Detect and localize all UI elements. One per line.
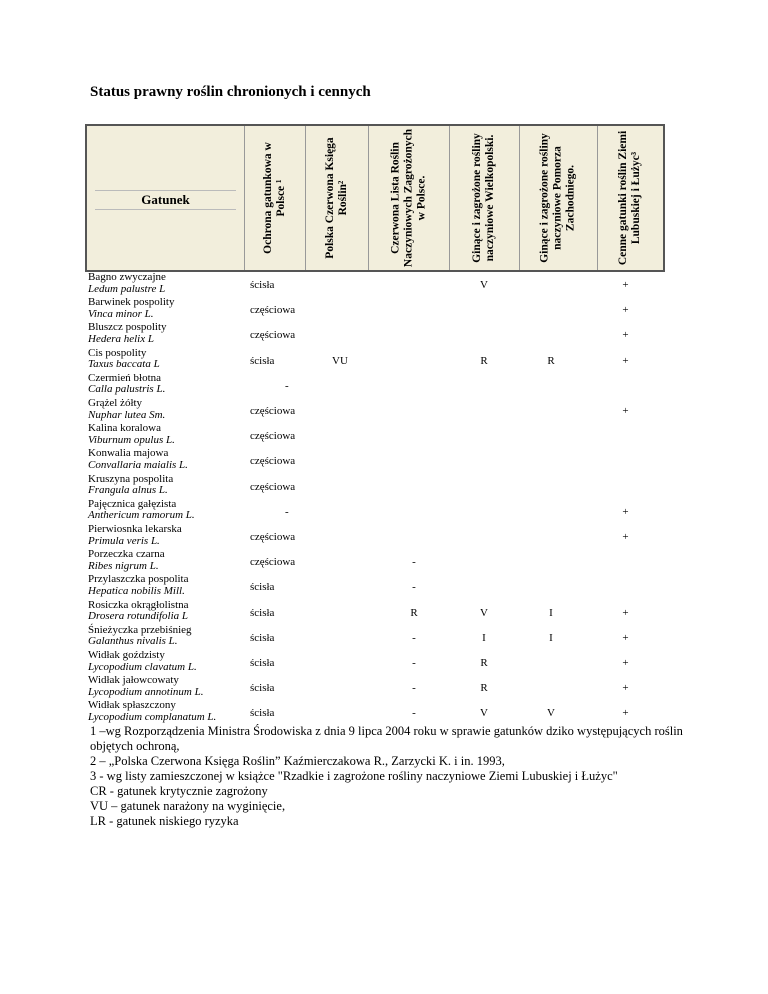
latin-name: Ledum palustre L bbox=[88, 282, 166, 295]
status-cell: + bbox=[622, 279, 629, 291]
table-row bbox=[88, 625, 668, 650]
footnotes bbox=[90, 724, 710, 829]
latin-name: Drosera rotundifolia L bbox=[88, 610, 189, 623]
status-cell: ścisła bbox=[250, 581, 275, 594]
table-row bbox=[88, 600, 668, 625]
status-cell: - bbox=[412, 657, 416, 669]
header-col-ochrona: Ochrona gatunkowa w Polsce ¹ bbox=[244, 126, 306, 270]
table-row bbox=[88, 549, 668, 574]
status-cell: - bbox=[412, 682, 416, 695]
header-gatunek bbox=[87, 126, 245, 270]
status-cell: + bbox=[622, 606, 629, 619]
status-cell: I bbox=[482, 631, 486, 644]
status-cell: - bbox=[412, 581, 416, 594]
status-cell: + bbox=[622, 631, 629, 644]
latin-name: Hedera helix L bbox=[88, 332, 154, 345]
status-cell: V bbox=[547, 707, 555, 720]
footnote: 2 – „Polska Czerwona Księga Roślin” Kaźmierczakowa R., Zarzycki K. i in. 1993, bbox=[90, 754, 505, 768]
status-cell: + bbox=[622, 505, 629, 518]
status-cell: częściowa bbox=[250, 304, 296, 317]
common-name: Cis pospolity bbox=[88, 346, 147, 359]
common-name: Widłak spłaszczony bbox=[88, 699, 176, 712]
table-row bbox=[88, 650, 668, 675]
species-name bbox=[88, 448, 188, 471]
species-name bbox=[88, 297, 174, 320]
table-row bbox=[88, 499, 668, 524]
status-cell: + bbox=[622, 657, 629, 669]
status-cell: ścisła bbox=[250, 631, 275, 644]
footnote: VU – gatunek narażony na wyginięcie, bbox=[90, 799, 286, 813]
status-cell: V bbox=[480, 606, 488, 619]
status-cell: ścisła bbox=[250, 354, 275, 367]
status-cell: I bbox=[549, 606, 553, 619]
status-cell: ścisła bbox=[250, 682, 275, 695]
header-col-pomorze: Ginące i zagrożone rośliny naczyniowe Pomorza Zachodniego. bbox=[519, 126, 598, 270]
common-name: Przylaszczka pospolita bbox=[88, 573, 189, 586]
latin-name: Nuphar lutea Sm. bbox=[88, 408, 166, 421]
status-cell: częściowa bbox=[250, 455, 296, 468]
status-cell: VU bbox=[332, 354, 348, 367]
table-row bbox=[88, 700, 668, 725]
species-name bbox=[88, 675, 203, 698]
latin-name: Frangula alnus L. bbox=[88, 484, 168, 497]
header-gatunek-label: Gatunek bbox=[95, 190, 236, 210]
footnote: LR - gatunek niskiego ryzyka bbox=[90, 814, 239, 828]
status-cell: ścisła bbox=[250, 279, 275, 291]
table-row bbox=[88, 272, 668, 297]
species-name bbox=[88, 423, 175, 446]
latin-name: Primula veris L. bbox=[88, 534, 160, 547]
table-row bbox=[88, 322, 668, 347]
page-title: Status prawny roślin chronionych i cennych bbox=[90, 84, 371, 100]
species-name bbox=[88, 574, 189, 597]
common-name: Rosiczka okrągłolistna bbox=[88, 598, 189, 611]
status-cell: R bbox=[410, 606, 418, 619]
table-row bbox=[88, 524, 668, 549]
status-cell: V bbox=[480, 707, 488, 720]
common-name: Widłak goździsty bbox=[88, 649, 165, 661]
common-name: Porzeczka czarna bbox=[88, 548, 165, 561]
table-row bbox=[88, 373, 668, 398]
latin-name: Calla palustris L. bbox=[88, 383, 166, 396]
latin-name: Lycopodium clavatum L. bbox=[88, 660, 197, 673]
common-name: Barwinek pospolity bbox=[88, 296, 175, 309]
status-cell: + bbox=[622, 707, 629, 720]
latin-name: Vinca minor L. bbox=[88, 307, 154, 320]
latin-name: Anthericum ramorum L. bbox=[88, 509, 195, 522]
status-cell: R bbox=[480, 682, 488, 695]
species-name bbox=[88, 524, 182, 547]
status-cell: ścisła bbox=[250, 707, 275, 720]
table-row bbox=[88, 348, 668, 373]
header-col-lubuskie: Cenne gatunki roślin Ziemi Lubuskiej i Łużyc³ bbox=[617, 130, 642, 266]
status-cell: - bbox=[412, 631, 416, 644]
species-name bbox=[88, 373, 165, 396]
footnote: 3 - wg listy zamieszczonej w książce "Rzadkie i zagrożone rośliny naczyniowe Ziemi Lubuskiej i Łużyc" bbox=[90, 769, 618, 783]
status-cell: I bbox=[549, 631, 553, 644]
common-name: Kruszyna pospolita bbox=[88, 472, 174, 485]
species-name bbox=[88, 650, 197, 673]
latin-name: Taxus baccata L bbox=[88, 358, 160, 371]
species-name bbox=[88, 549, 165, 572]
species-name bbox=[88, 322, 167, 345]
table-row bbox=[88, 675, 668, 700]
common-name: Kalina koralowa bbox=[88, 422, 161, 435]
table-header bbox=[85, 124, 665, 272]
latin-name: Viburnum opulus L. bbox=[88, 433, 175, 446]
species-name bbox=[88, 272, 166, 295]
table-row bbox=[88, 423, 668, 448]
status-cell: częściowa bbox=[250, 480, 296, 493]
table-row bbox=[88, 574, 668, 599]
header-col-pckr: Polska Czerwona Księga Roślin² bbox=[305, 126, 369, 270]
status-cell: ścisła bbox=[250, 606, 275, 619]
table-row bbox=[88, 448, 668, 473]
status-cell: - bbox=[285, 505, 289, 518]
status-cell: - bbox=[285, 379, 289, 392]
species-name bbox=[88, 499, 195, 522]
latin-name: Hepatica nobilis Mill. bbox=[88, 584, 185, 597]
species-name bbox=[88, 700, 216, 723]
header-col-wielkopolska: Ginące i zagrożone rośliny naczyniowe Wielkopolski. bbox=[449, 126, 520, 270]
status-cell: - bbox=[412, 707, 416, 720]
species-name bbox=[88, 348, 160, 371]
latin-name: Lycopodium annotinum L. bbox=[88, 685, 204, 698]
common-name: Czermień błotna bbox=[88, 371, 162, 384]
latin-name: Convallaria maialis L. bbox=[88, 458, 188, 471]
status-cell: R bbox=[480, 354, 488, 367]
latin-name: Galanthus nivalis L. bbox=[88, 635, 178, 648]
status-cell: częściowa bbox=[250, 556, 296, 569]
table-row bbox=[88, 398, 668, 423]
common-name: Śnieżyczka przebiśnieg bbox=[88, 623, 192, 636]
status-cell: - bbox=[412, 556, 416, 569]
status-cell: + bbox=[622, 405, 629, 417]
status-cell: + bbox=[622, 329, 629, 342]
common-name: Widłak jałowcowaty bbox=[88, 674, 179, 687]
table-row bbox=[88, 297, 668, 322]
header-col-czerwona-lista: Czerwona Lista Roślin Naczyniowych Zagrożonych w Polsce. bbox=[368, 126, 450, 270]
status-cell: R bbox=[480, 657, 488, 669]
common-name: Konwalia majowa bbox=[88, 447, 169, 460]
species-name bbox=[88, 474, 173, 497]
status-cell: częściowa bbox=[250, 430, 296, 443]
common-name: Pierwiosnka lekarska bbox=[88, 523, 182, 535]
common-name: Bluszcz pospolity bbox=[88, 321, 167, 334]
status-cell: V bbox=[480, 279, 488, 291]
status-cell: R bbox=[547, 354, 555, 367]
table-row bbox=[88, 474, 668, 499]
common-name: Bagno zwyczajne bbox=[88, 271, 166, 283]
latin-name: Ribes nigrum L. bbox=[88, 559, 159, 572]
status-cell: + bbox=[622, 354, 629, 367]
common-name: Grążel żółty bbox=[88, 397, 143, 409]
species-name bbox=[88, 600, 189, 623]
species-name bbox=[88, 398, 165, 421]
footnote: CR - gatunek krytycznie zagrożony bbox=[90, 784, 268, 798]
status-cell: + bbox=[622, 304, 629, 317]
status-cell: + bbox=[622, 531, 629, 543]
species-name bbox=[88, 625, 192, 648]
status-cell: ścisła bbox=[250, 657, 275, 669]
status-cell: + bbox=[622, 682, 629, 695]
common-name: Pajęcznica gałęzista bbox=[88, 497, 177, 510]
status-cell: częściowa bbox=[250, 405, 296, 417]
latin-name: Lycopodium complanatum L. bbox=[88, 710, 217, 723]
status-cell: częściowa bbox=[250, 531, 296, 543]
status-cell: częściowa bbox=[250, 329, 296, 342]
footnote: 1 –wg Rozporządzenia Ministra Środowiska z dnia 9 lipca 2004 roku w sprawie gatunków dziko występujących roślin objętych ochroną, bbox=[90, 724, 683, 753]
